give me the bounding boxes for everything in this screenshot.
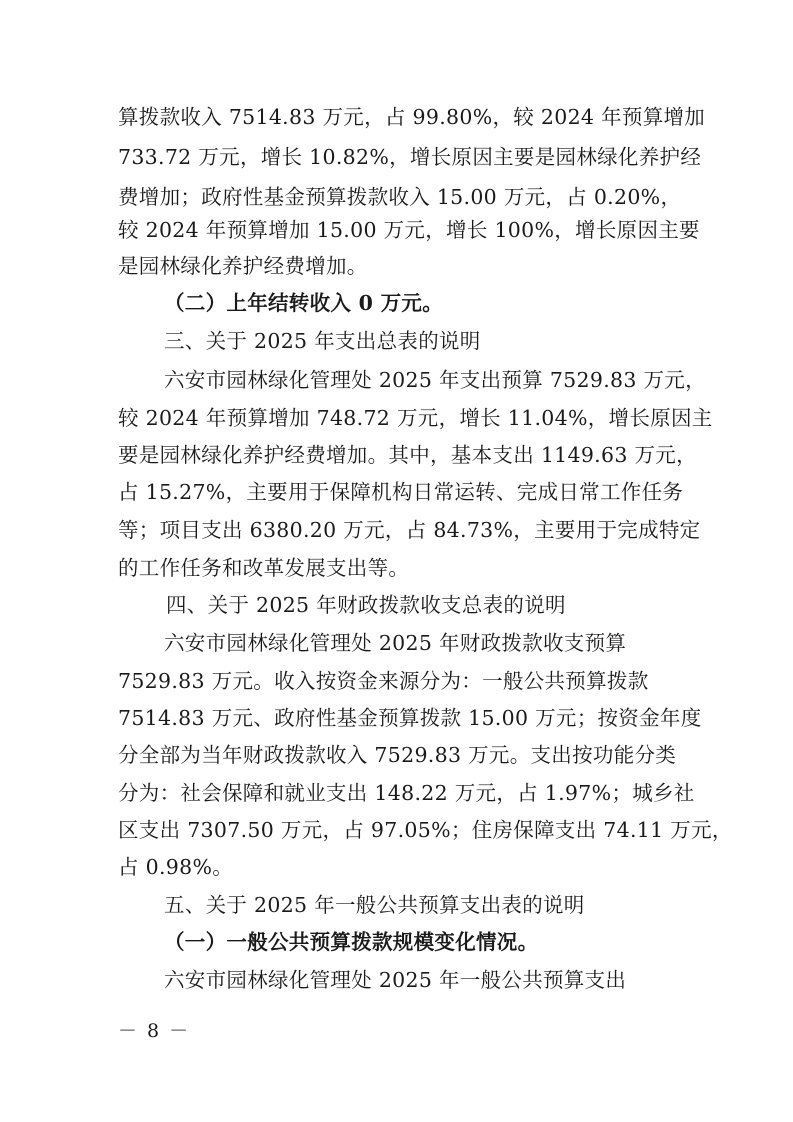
body-text-line: 六安市园林绿化管理处 2025 年支出预算 7529.83 万元， — [164, 368, 706, 392]
body-text-line: 费增加；政府性基金预算拨款收入 15.00 万元，占 0.20%， — [118, 185, 682, 209]
body-text-line: 区支出 7307.50 万元，占 97.05%；住房保障支出 74.11 万元， — [118, 818, 733, 842]
page-number: － 8 － — [118, 1020, 191, 1042]
body-text-line: 是园林绿化养护经费增加。 — [118, 254, 368, 278]
body-text-line: 要是园林绿化养护经费增加。其中，基本支出 1149.63 万元， — [118, 443, 697, 467]
subsection-heading: （一）一般公共预算拨款规模变化情况。 — [164, 930, 539, 954]
body-text-line: 分为：社会保障和就业支出 148.22 万元，占 1.97%；城乡社 — [118, 781, 695, 805]
body-text-line: 分全部为当年财政拨款收入 7529.83 万元。支出按功能分类 — [118, 743, 677, 767]
body-text-line: 733.72 万元，增长 10.82%，增长原因主要是园林绿化养护经 — [118, 145, 702, 169]
body-text-line: 六安市园林绿化管理处 2025 年财政拨款收支预算 — [164, 631, 627, 655]
body-text-line: 占 15.27%，主要用于保障机构日常运转、完成日常工作任务 — [118, 480, 684, 504]
body-text-line: 算拨款收入 7514.83 万元，占 99.80%，较 2024 年预算增加 — [118, 105, 706, 129]
body-text-line: 7514.83 万元、政府性基金预算拨款 15.00 万元；按资金年度 — [118, 706, 702, 730]
body-text-line: 占 0.98%。 — [118, 855, 234, 879]
body-text-line: 较 2024 年预算增加 748.72 万元，增长 11.04%，增长原因主 — [118, 406, 713, 430]
body-text-line: 较 2024 年预算增加 15.00 万元，增长 100%，增长原因主要 — [118, 218, 700, 242]
section-heading: 四、关于 2025 年财政拨款收支总表的说明 — [166, 593, 566, 617]
body-text-line: 等；项目支出 6380.20 万元，占 84.73%，主要用于完成特定 — [118, 518, 701, 542]
body-text-line: 7529.83 万元。收入按资金来源分为：一般公共预算拨款 — [118, 669, 649, 693]
body-text-line: 六安市园林绿化管理处 2025 年一般公共预算支出 — [164, 968, 627, 992]
subsection-heading: （二）上年结转收入 0 万元。 — [164, 291, 444, 315]
section-heading: 三、关于 2025 年支出总表的说明 — [164, 329, 481, 353]
body-text-line: 的工作任务和改革发展支出等。 — [118, 556, 410, 580]
section-heading: 五、关于 2025 年一般公共预算支出表的说明 — [164, 893, 585, 917]
